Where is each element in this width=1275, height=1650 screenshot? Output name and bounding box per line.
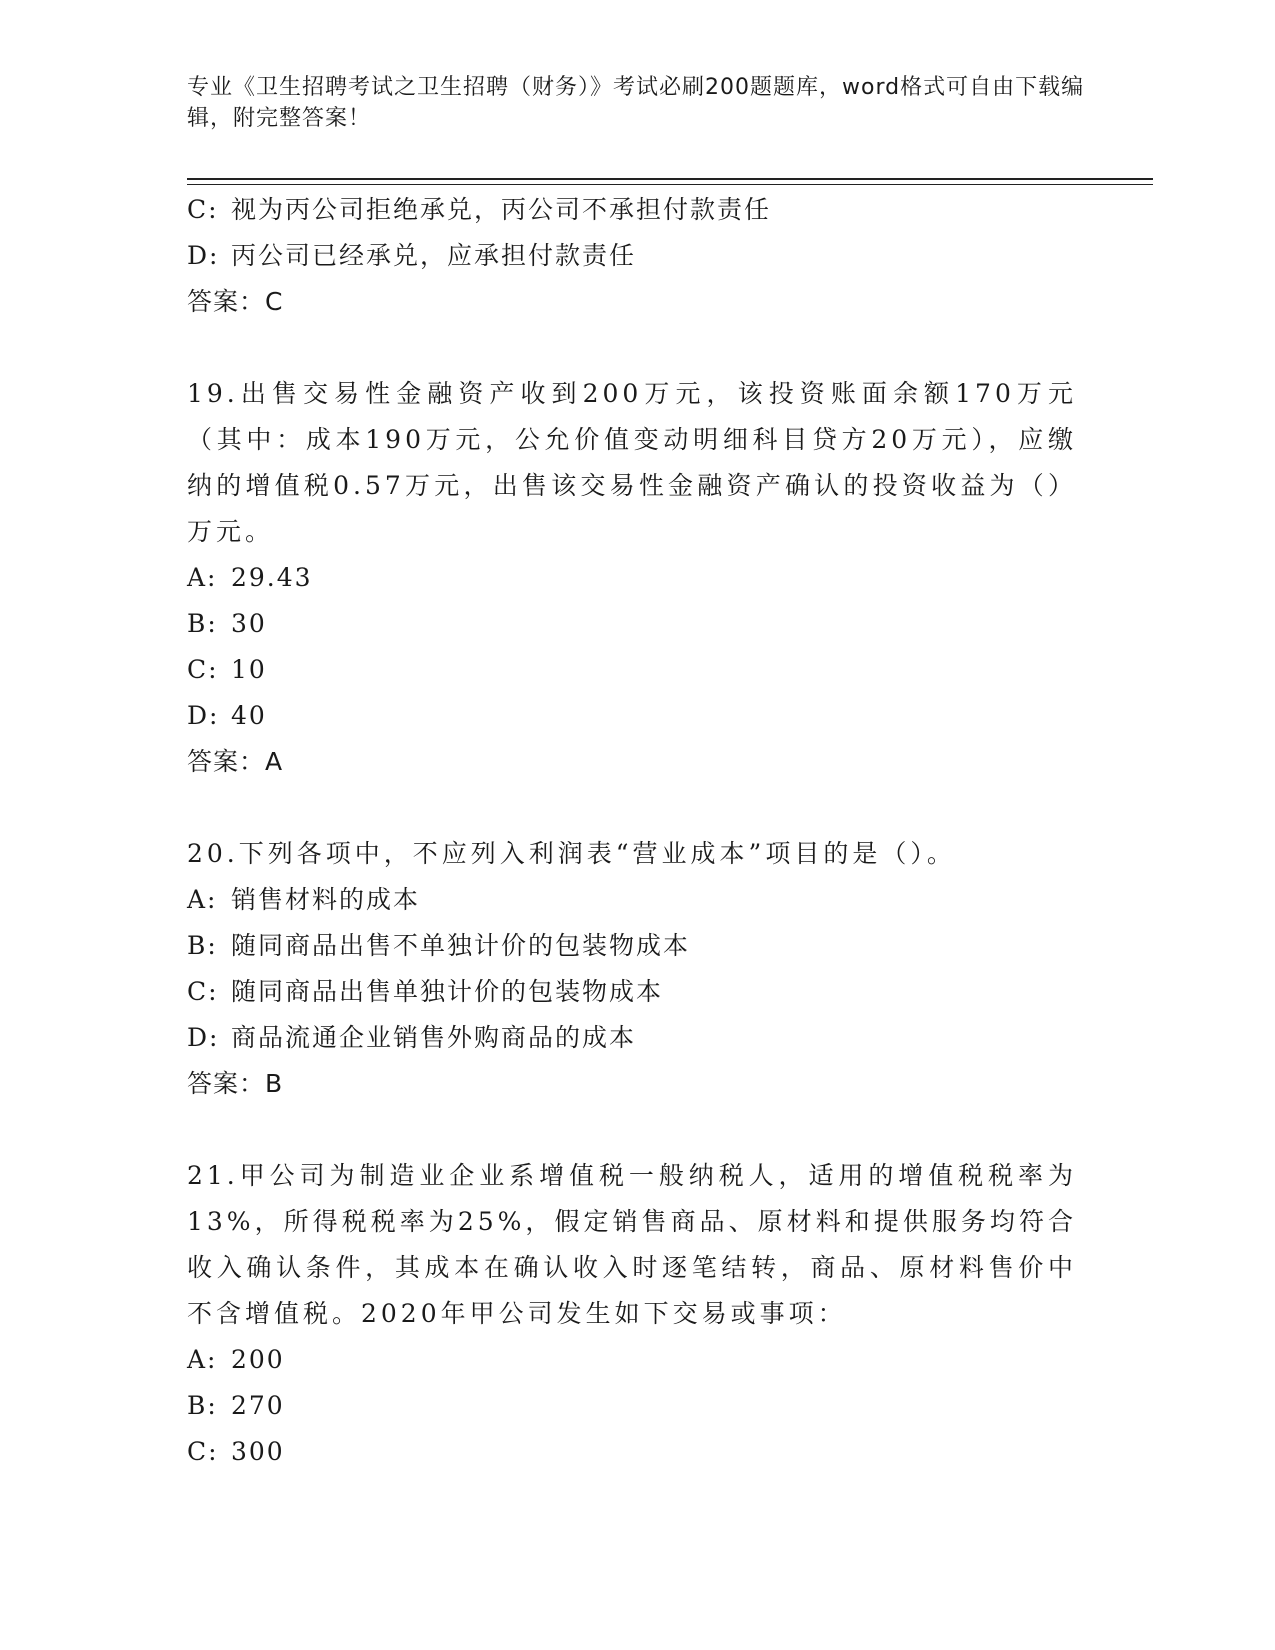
option-text: 40 [231, 701, 267, 730]
option-c [187, 187, 1087, 233]
option-a [187, 1337, 1087, 1383]
option-letter: C: [187, 195, 219, 224]
option-letter: D: [187, 701, 220, 730]
option-letter: A: [187, 885, 218, 914]
option-text: 商品流通企业销售外购商品的成本 [231, 1023, 637, 1052]
option-a [187, 555, 1087, 601]
option-letter: C: [187, 1437, 219, 1466]
option-letter: C: [187, 977, 219, 1006]
question-stem: 20.下列各项中，不应列入利润表“营业成本”项目的是（）。 [187, 839, 956, 868]
option-text: 200 [231, 1345, 285, 1374]
option-text: 29.43 [231, 563, 313, 592]
option-letter: A: [187, 1345, 218, 1374]
option-letter: D: [187, 241, 220, 270]
option-d [187, 693, 1087, 739]
option-b [187, 923, 1087, 969]
answer-line: 答案：C [187, 287, 284, 316]
spacer [187, 325, 1087, 371]
option-text: 销售材料的成本 [231, 885, 421, 914]
option-text: 视为丙公司拒绝承兑，丙公司不承担付款责任 [231, 195, 772, 224]
option-text: 丙公司已经承兑，应承担付款责任 [231, 241, 637, 270]
question-stem: 19.出售交易性金融资产收到200万元，该投资账面余额170万元（其中：成本190万元，公允价值变动明细科目贷方20万元），应缴纳的增值税0.57万元，出售该交易性金融资产确认的投资收益为（）万元。 [187, 379, 1077, 546]
option-text: 300 [231, 1437, 285, 1466]
option-b [187, 1383, 1087, 1429]
option-text: 30 [231, 609, 267, 638]
option-letter: B: [187, 609, 218, 638]
question-stem: 21.甲公司为制造业企业系增值税一般纳税人，适用的增值税税率为13%，所得税税率为25%，假定销售商品、原材料和提供服务均符合收入确认条件，其成本在确认收入时逐笔结转，商品、原材料售价中不含增值税。2020年甲公司发生如下交易或事项： [187, 1161, 1077, 1328]
option-c [187, 969, 1087, 1015]
document-header: 专业《卫生招聘考试之卫生招聘（财务）》考试必刷200题题库，word格式可自由下载编辑，附完整答案！ [187, 75, 1085, 131]
option-letter: B: [187, 931, 218, 960]
document-body [187, 187, 1087, 1475]
option-c [187, 647, 1087, 693]
header-rule-thin [187, 184, 1153, 185]
option-c [187, 1429, 1087, 1475]
option-letter: A: [187, 563, 218, 592]
spacer [187, 1107, 1087, 1153]
header-rule-thick [187, 178, 1153, 180]
option-letter: D: [187, 1023, 220, 1052]
option-d [187, 1015, 1087, 1061]
answer-line: 答案：A [187, 747, 284, 776]
option-text: 10 [231, 655, 267, 684]
option-a [187, 877, 1087, 923]
option-d [187, 233, 1087, 279]
option-text: 随同商品出售单独计价的包装物成本 [231, 977, 664, 1006]
option-text: 270 [231, 1391, 285, 1420]
spacer [187, 785, 1087, 831]
option-letter: C: [187, 655, 219, 684]
option-b [187, 601, 1087, 647]
answer-line: 答案：B [187, 1069, 284, 1098]
option-letter: B: [187, 1391, 218, 1420]
option-text: 随同商品出售不单独计价的包装物成本 [231, 931, 691, 960]
